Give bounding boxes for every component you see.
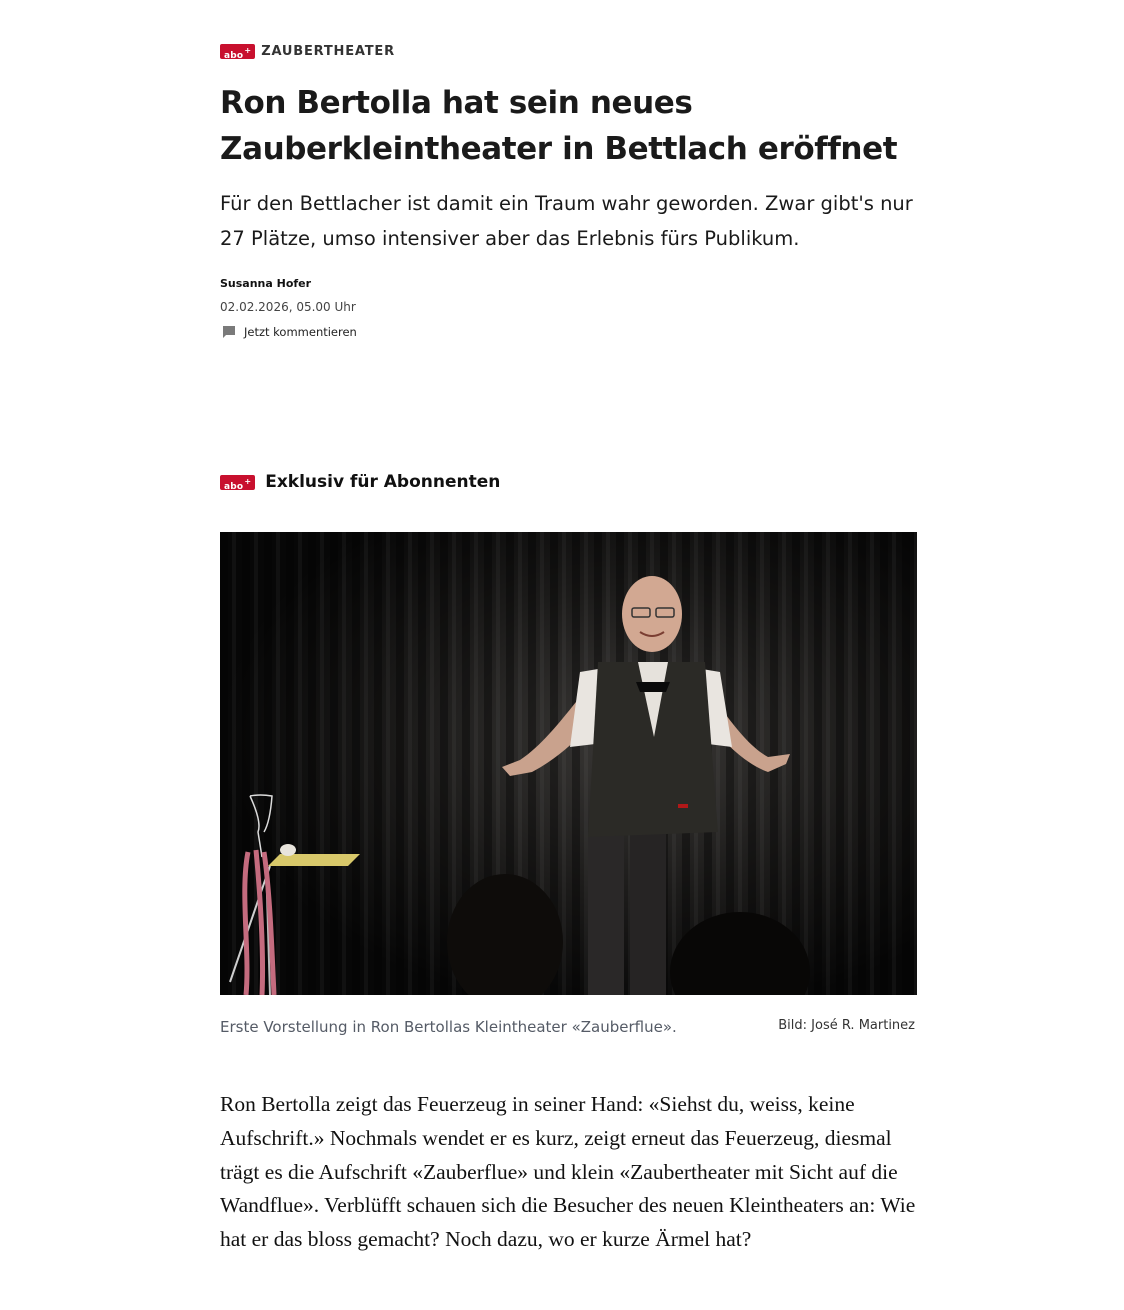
image-credit: Bild: José R. Martinez <box>778 1018 915 1033</box>
article-kicker <box>220 41 917 61</box>
article-photo[interactable] <box>220 532 917 995</box>
comment-label: Jetzt kommentieren <box>244 325 357 339</box>
kicker-label[interactable]: ZAUBERTHEATER <box>261 43 395 59</box>
article-title: Ron Bertolla hat sein neues Zauberkleintheater in Bettlach eröffnet <box>220 85 898 167</box>
article-lead: Für den Bettlacher ist damit ein Traum wahr geworden. Zwar gibt's nur 27 Plätze, umso intensiver aber das Erlebnis fürs Publikum. <box>220 192 913 250</box>
author-name[interactable]: Susanna Hofer <box>220 277 312 290</box>
speech-bubble-icon <box>222 325 236 339</box>
abo-plus-badge: abo+ <box>220 475 255 490</box>
article-paragraph: Ron Bertolla zeigt das Feuerzeug in seiner Hand: «Siehst du, weiss, keine Aufschrift.» Nochmals wendet er es kurz, zeigt erneut das Feuerzeug, diesmal trägt es die Aufschrift «Zauberflue» und klein «Zaubertheater mit Sicht auf die Wandflue». Verblüfft schauen sich die Besucher des neuen Kleintheaters an: Wie hat er das bloss gemacht? Noch dazu, wo er kurze Ärmel hat? <box>220 1092 916 1252</box>
image-caption: Erste Vorstellung in Ron Bertollas Kleintheater «Zauberflue». <box>220 1018 677 1036</box>
magician-head <box>622 576 682 652</box>
publish-date: 02.02.2026, 05.00 Uhr <box>220 300 356 314</box>
abo-plus-badge: abo+ <box>220 44 255 59</box>
comment-link[interactable] <box>220 325 917 339</box>
exclusive-notice <box>220 472 917 492</box>
magician-stage-photo <box>220 532 917 995</box>
exclusive-label: Exklusiv für Abonnenten <box>265 472 501 492</box>
